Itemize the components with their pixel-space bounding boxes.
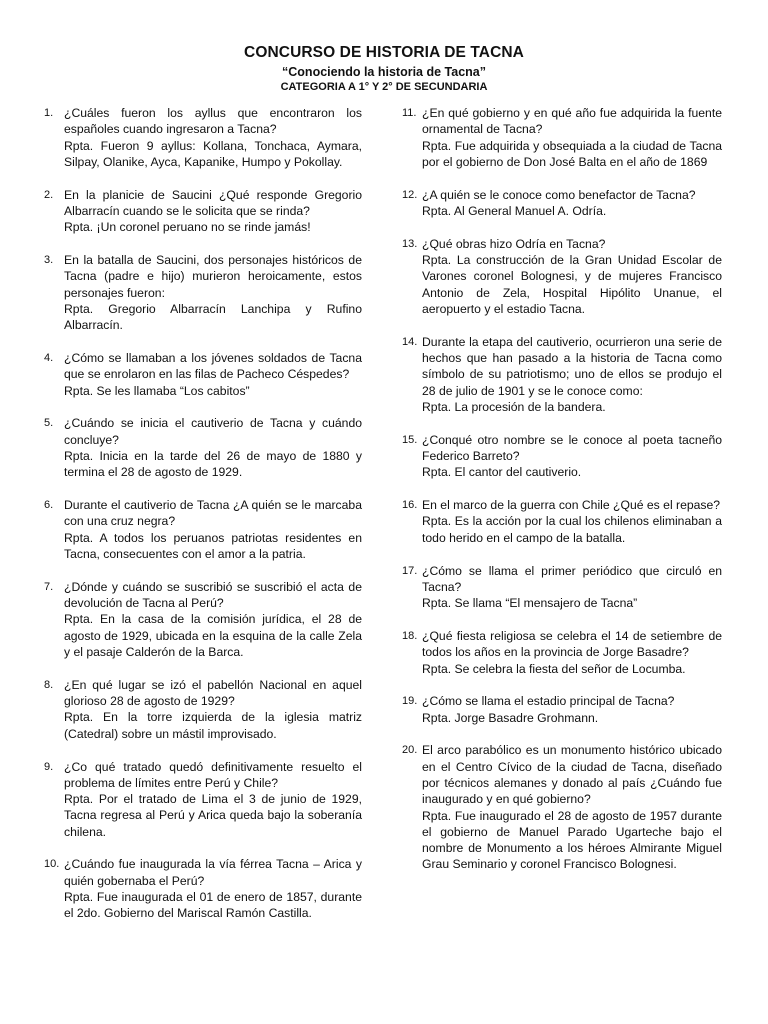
answer-text: Rpta. Fue adquirida y obsequiada a la ciudad de Tacna por el gobierno de Don José Balta en el año de 1869 (422, 138, 722, 169)
question-item (402, 432, 722, 481)
question-number: 19. (402, 695, 418, 708)
answer-text: Rpta. En la torre izquierda de la iglesia matriz (Catedral) sobre un mástil improvisado. (64, 710, 362, 741)
question-text: En la planicie de Saucini ¿Qué responde Gregorio Albarracín cuando se le solicita que se rinda? (64, 187, 362, 218)
question-item (44, 415, 362, 480)
question-item (402, 187, 722, 220)
question-text: ¿Cómo se llama el estadio principal de Tacna? (422, 694, 675, 709)
answer-text: Rpta. Es la acción por la cual los chilenos eliminaban a todo herido en el campo de la batalla. (422, 514, 722, 545)
question-item (44, 759, 362, 840)
question-item (402, 497, 722, 546)
question-text: ¿En qué gobierno y en qué año fue adquirida la fuente ornamental de Tacna? (422, 106, 722, 137)
question-item (44, 187, 362, 236)
question-item (402, 628, 722, 677)
question-number: 18. (402, 629, 418, 642)
document-header (0, 44, 768, 93)
question-item (44, 677, 362, 742)
answer-text: Rpta. Jorge Basadre Grohmann. (422, 710, 599, 725)
answer-text: Rpta. Gregorio Albarracín Lanchipa y Rufino Albarracín. (64, 301, 362, 333)
question-number: 17. (402, 564, 418, 577)
question-text: ¿Cómo se llamaban a los jóvenes soldados de Tacna que se enrolaron en las filas de Pacheco Céspedes? (64, 351, 362, 382)
question-item (44, 252, 362, 333)
question-text: ¿Cuándo fue inaugurada la vía férrea Tacna – Arica y quién gobernaba el Perú? (64, 857, 362, 888)
answer-text: Rpta. Se les llamaba “Los cabitos” (64, 383, 250, 398)
question-text: En el marco de la guerra con Chile ¿Qué es el repase? (422, 498, 721, 513)
answer-text: Rpta. Al General Manuel A. Odría. (422, 203, 607, 218)
question-number: 13. (402, 237, 418, 250)
question-number: 9. (44, 760, 54, 773)
question-number: 11. (402, 107, 417, 119)
question-number: 12. (402, 188, 418, 201)
question-text: ¿A quién se le conoce como benefactor de Tacna? (422, 187, 696, 202)
question-text: ¿Cuáles fueron los ayllus que encontraron los españoles cuando ingresaron a Tacna? (64, 106, 362, 137)
document-title: CONCURSO DE HISTORIA DE TACNA (244, 44, 524, 61)
question-item (402, 334, 722, 415)
question-number: 10. (44, 858, 60, 871)
answer-text: Rpta. Fue inaugurado el 28 de agosto de 1957 durante el gobierno de Manuel Parado Ugarteche bajo el nombre de Monumento a los héroes Almirante Miguel Grau Seminario y coronel Francisco Bolognesi. (422, 808, 722, 872)
question-number: 7. (44, 580, 54, 593)
question-text: ¿Qué obras hizo Odría en Tacna? (422, 236, 606, 251)
question-number: 1. (44, 107, 54, 119)
question-text: ¿Conqué otro nombre se le conoce al poeta tacneño Federico Barreto? (422, 432, 722, 464)
question-item (402, 105, 722, 170)
question-item (402, 742, 722, 872)
question-text: El arco parabólico es un monumento histórico ubicado en el Centro Cívico de la ciudad de Tacna, diseñado por técnicos alemanes y donado al país ¿Cuándo fue inaugurado y en qué gobierno? (422, 743, 722, 807)
answer-text: Rpta. Fue inaugurada el 01 de enero de 1857, durante el 2do. Gobierno del Mariscal Ramón Castilla. (64, 890, 362, 921)
right-column (402, 105, 722, 889)
question-item (44, 105, 362, 170)
question-number: 14. (402, 335, 418, 348)
question-item (402, 693, 722, 726)
answer-text: Rpta. En la casa de la comisión jurídica, el 28 de agosto de 1929, ubicada en la esquina de la calle Zela y el pasaje Calderón de la Barca. (64, 612, 362, 660)
question-item (44, 856, 362, 921)
question-text: ¿Qué fiesta religiosa se celebra el 14 de setiembre de todos los años en la provincia de Jorge Basadre? (422, 628, 722, 660)
left-column (44, 105, 362, 938)
question-item (402, 563, 722, 612)
answer-text: Rpta. Por el tratado de Lima el 3 de junio de 1929, Tacna regresa al Perú y Arica queda bajo la soberanía chilena. (64, 792, 362, 839)
question-number: 2. (44, 188, 54, 201)
question-item (402, 236, 722, 317)
question-text: ¿En qué lugar se izó el pabellón Nacional en aquel glorioso 28 de agosto de 1929? (64, 677, 362, 709)
question-text: ¿Co qué tratado quedó definitivamente resuelto el problema de límites entre Perú y Chile? (64, 759, 362, 790)
question-number: 8. (44, 678, 54, 691)
document-subtitle: “Conociendo la historia de Tacna” (282, 65, 486, 79)
question-number: 16. (402, 499, 418, 512)
question-item (44, 350, 362, 399)
answer-text: Rpta. Se llama “El mensajero de Tacna” (422, 596, 638, 611)
question-number: 15. (402, 433, 418, 446)
question-number: 3. (44, 254, 54, 267)
question-number: 5. (44, 417, 54, 430)
question-text: Durante el cautiverio de Tacna ¿A quién se le marcaba con una cruz negra? (64, 498, 362, 529)
answer-text: Rpta. La procesión de la bandera. (422, 399, 606, 414)
category-label: CATEGORIA A 1° Y 2° DE SECUNDARIA (280, 81, 488, 93)
answer-text: Rpta. ¡Un coronel peruano no se rinde jamás! (64, 220, 311, 235)
answer-text: Rpta. Fueron 9 ayllus: Kollana, Tonchaca, Aymara, Silpay, Olanike, Ayca, Kapanike, Humpo y Pokollay. (64, 138, 362, 169)
answer-text: Rpta. El cantor del cautiverio. (422, 465, 582, 480)
question-text: En la batalla de Saucini, dos personajes históricos de Tacna (padre e hijo) murieron heroicamente, estos personajes fueron: (64, 253, 362, 300)
answer-text: Rpta. La construcción de la Gran Unidad Escolar de Varones coronel Bolognesi, y de mujeres Francisco Antonio de Zela, Hospital Hipólito Unanue, el aeropuerto y el estadio Tacna. (422, 253, 722, 316)
question-number: 6. (44, 499, 54, 512)
question-text: Durante la etapa del cautiverio, ocurrieron una serie de hechos que han pasado a la historia de Tacna como símbolo de su patriotismo; uno de ellos se produjo el 28 de julio de 1901 y se le conoce como: (422, 334, 722, 398)
question-text: ¿Cuándo se inicia el cautiverio de Tacna y cuándo concluye? (64, 416, 362, 447)
question-item (44, 579, 362, 660)
question-number: 20. (402, 744, 418, 757)
answer-text: Rpta. A todos los peruanos patriotas residentes en Tacna, consecuentes con el amor a la patria. (64, 530, 362, 562)
question-text: ¿Dónde y cuándo se suscribió se suscribió el acta de devolución de Tacna al Perú? (64, 579, 362, 611)
question-item (44, 497, 362, 562)
answer-text: Rpta. Se celebra la fiesta del señor de Locumba. (422, 661, 686, 676)
answer-text: Rpta. Inicia en la tarde del 26 de mayo de 1880 y termina el 28 de agosto de 1929. (64, 449, 362, 480)
question-number: 4. (44, 352, 54, 365)
question-text: ¿Cómo se llama el primer periódico que circuló en Tacna? (422, 563, 722, 594)
